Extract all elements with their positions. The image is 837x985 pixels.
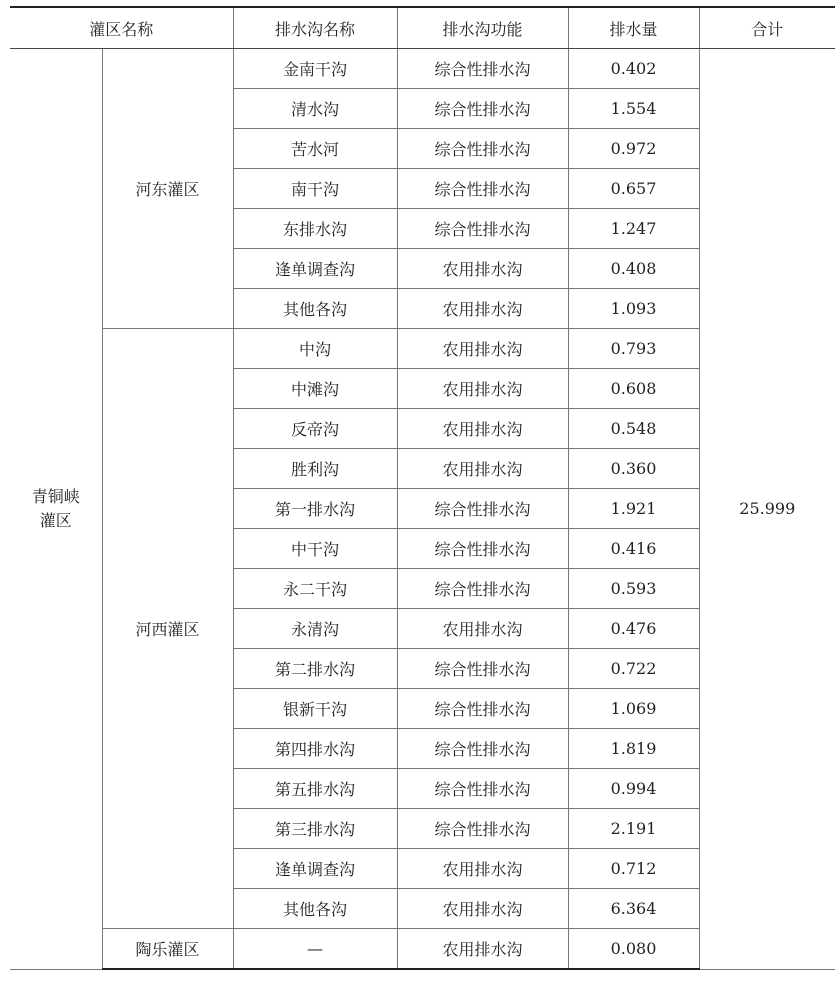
ditch-function: 农用排水沟 bbox=[397, 609, 568, 649]
drainage-volume: 0.972 bbox=[568, 129, 699, 169]
drainage-volume: 1.554 bbox=[568, 89, 699, 129]
header-total: 合计 bbox=[699, 7, 835, 49]
ditch-name: 第四排水沟 bbox=[233, 729, 397, 769]
drainage-table bbox=[10, 6, 835, 970]
ditch-function: 综合性排水沟 bbox=[397, 89, 568, 129]
ditch-function: 综合性排水沟 bbox=[397, 689, 568, 729]
ditch-function: 综合性排水沟 bbox=[397, 49, 568, 89]
ditch-name: 中滩沟 bbox=[233, 369, 397, 409]
ditch-name: 苦水河 bbox=[233, 129, 397, 169]
drainage-volume: 0.080 bbox=[568, 929, 699, 970]
ditch-function: 综合性排水沟 bbox=[397, 769, 568, 809]
drainage-volume: 0.712 bbox=[568, 849, 699, 889]
ditch-name: 其他各沟 bbox=[233, 889, 397, 929]
drainage-volume: 0.360 bbox=[568, 449, 699, 489]
ditch-name: 其他各沟 bbox=[233, 289, 397, 329]
ditch-name: 清水沟 bbox=[233, 89, 397, 129]
drainage-volume: 1.093 bbox=[568, 289, 699, 329]
drainage-volume: 1.819 bbox=[568, 729, 699, 769]
ditch-function: 农用排水沟 bbox=[397, 409, 568, 449]
subdistrict-name: 河东灌区 bbox=[102, 49, 233, 329]
total-value: 25.999 bbox=[699, 49, 835, 970]
header-irrigation-district: 灌区名称 bbox=[10, 7, 233, 49]
ditch-name: 永二干沟 bbox=[233, 569, 397, 609]
drainage-volume: 0.408 bbox=[568, 249, 699, 289]
drainage-volume: 0.793 bbox=[568, 329, 699, 369]
ditch-function: 农用排水沟 bbox=[397, 329, 568, 369]
ditch-name: 逢单调查沟 bbox=[233, 249, 397, 289]
ditch-name: 第五排水沟 bbox=[233, 769, 397, 809]
ditch-name: 金南干沟 bbox=[233, 49, 397, 89]
subdistrict-name: 河西灌区 bbox=[102, 329, 233, 929]
drainage-volume: 0.608 bbox=[568, 369, 699, 409]
drainage-volume: 1.247 bbox=[568, 209, 699, 249]
ditch-name: 反帝沟 bbox=[233, 409, 397, 449]
drainage-volume: 0.402 bbox=[568, 49, 699, 89]
drainage-volume: 0.476 bbox=[568, 609, 699, 649]
drainage-volume: 6.364 bbox=[568, 889, 699, 929]
header-drainage-volume: 排水量 bbox=[568, 7, 699, 49]
drainage-volume: 0.593 bbox=[568, 569, 699, 609]
district-name-cell bbox=[10, 49, 102, 970]
ditch-name: 第一排水沟 bbox=[233, 489, 397, 529]
ditch-function: 农用排水沟 bbox=[397, 369, 568, 409]
ditch-function: 综合性排水沟 bbox=[397, 649, 568, 689]
ditch-name: 东排水沟 bbox=[233, 209, 397, 249]
ditch-function: 农用排水沟 bbox=[397, 889, 568, 929]
drainage-volume: 0.994 bbox=[568, 769, 699, 809]
ditch-function: 综合性排水沟 bbox=[397, 209, 568, 249]
drainage-volume: 1.921 bbox=[568, 489, 699, 529]
ditch-name: 中干沟 bbox=[233, 529, 397, 569]
drainage-volume: 1.069 bbox=[568, 689, 699, 729]
district-name-line1: 青铜峡 bbox=[31, 486, 80, 506]
ditch-function: 农用排水沟 bbox=[397, 929, 568, 970]
drainage-volume: 0.416 bbox=[568, 529, 699, 569]
ditch-function: 农用排水沟 bbox=[397, 249, 568, 289]
ditch-function: 综合性排水沟 bbox=[397, 489, 568, 529]
ditch-name: — bbox=[233, 929, 397, 970]
table-row bbox=[10, 49, 835, 89]
ditch-name: 胜利沟 bbox=[233, 449, 397, 489]
ditch-function: 综合性排水沟 bbox=[397, 529, 568, 569]
ditch-name: 中沟 bbox=[233, 329, 397, 369]
header-row bbox=[10, 7, 835, 49]
ditch-function: 农用排水沟 bbox=[397, 449, 568, 489]
drainage-volume: 0.722 bbox=[568, 649, 699, 689]
header-ditch-function: 排水沟功能 bbox=[397, 7, 568, 49]
drainage-volume: 0.548 bbox=[568, 409, 699, 449]
header-ditch-name: 排水沟名称 bbox=[233, 7, 397, 49]
ditch-name: 永清沟 bbox=[233, 609, 397, 649]
ditch-function: 综合性排水沟 bbox=[397, 129, 568, 169]
ditch-function: 综合性排水沟 bbox=[397, 169, 568, 209]
district-name-line2: 灌区 bbox=[39, 510, 72, 530]
ditch-function: 综合性排水沟 bbox=[397, 729, 568, 769]
drainage-volume: 0.657 bbox=[568, 169, 699, 209]
ditch-name: 第三排水沟 bbox=[233, 809, 397, 849]
ditch-function: 农用排水沟 bbox=[397, 289, 568, 329]
ditch-name: 南干沟 bbox=[233, 169, 397, 209]
ditch-name: 银新干沟 bbox=[233, 689, 397, 729]
ditch-name: 第二排水沟 bbox=[233, 649, 397, 689]
ditch-function: 农用排水沟 bbox=[397, 849, 568, 889]
subdistrict-name: 陶乐灌区 bbox=[102, 929, 233, 970]
ditch-name: 逢单调查沟 bbox=[233, 849, 397, 889]
ditch-function: 综合性排水沟 bbox=[397, 809, 568, 849]
ditch-function: 综合性排水沟 bbox=[397, 569, 568, 609]
drainage-volume: 2.191 bbox=[568, 809, 699, 849]
